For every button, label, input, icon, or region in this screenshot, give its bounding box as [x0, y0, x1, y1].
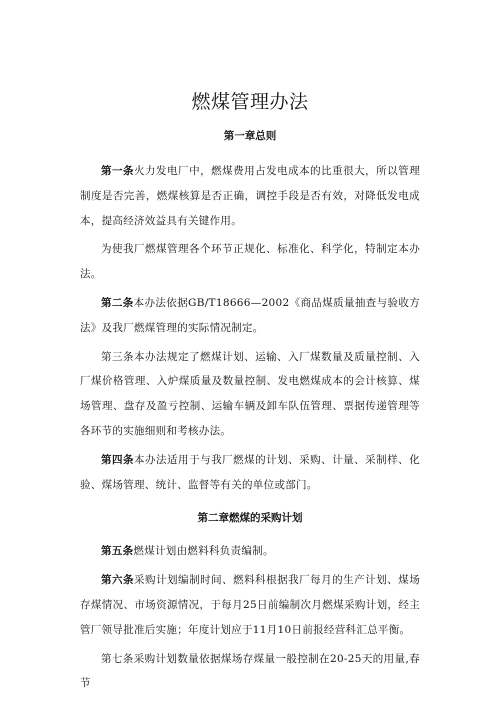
article-text: 第三条本办法规定了燃煤计划、运输、入厂煤数量及质量控制、入厂煤价格管理、入炉煤质量及数量控制、发电燃煤成本的会计核算、煤场管理、盘存及盈亏控制、运输车辆及卸车队伍管理、票据传递管理等各环节的实施细则和考核办法。	[80, 350, 420, 437]
article-4-paragraph	[80, 448, 420, 498]
article-text: 第七条采购计划数量依据煤场存煤量一般控制在20-25天的用量,春节	[80, 652, 420, 690]
article-label: 第二条	[101, 296, 134, 309]
article-text: 采购计划编制时间、燃料科根据我厂每月的生产计划、煤场存煤情况、市场资源情况，于每月25日前编制次月燃煤采购计划，经主管厂领导批准后实施；年度计划应于11月10日前报经营科汇总平衡。	[80, 574, 420, 636]
article-label: 第四条	[101, 453, 135, 466]
article-2-paragraph	[80, 291, 420, 341]
article-5-paragraph	[80, 539, 420, 564]
article-3-paragraph	[80, 345, 420, 444]
article-label: 第一条	[101, 165, 135, 177]
chapter-2-heading: 第二章燃煤的采购计划	[197, 512, 303, 525]
chapter-1-heading: 第一章总则	[223, 130, 277, 142]
article-6-paragraph	[80, 568, 420, 642]
article-text: 为使我厂燃煤管理各个环节正规化、标准化、科学化，特制定本办法。	[80, 243, 420, 281]
article-text: 本办法依据GB/T18666—2002《商品煤质量抽查与验收方法》及我厂燃煤管理的实际情况制定。	[80, 296, 420, 334]
article-text: 本办法适用于与我厂燃煤的计划、采购、计量、采制样、化验、煤场管理、统计、监督等有关的单位或部门。	[80, 453, 420, 491]
article-label: 第六条	[101, 574, 135, 587]
article-label: 第五条	[101, 545, 134, 558]
article-text: 燃煤计划由燃料科负责编制。	[133, 545, 274, 558]
document-title: 燃煤管理办法	[191, 91, 309, 113]
article-1-paragraph	[80, 159, 420, 233]
purpose-paragraph	[80, 237, 420, 287]
article-7-paragraph	[80, 647, 420, 697]
article-text: 火力发电厂中，燃煤费用占发电成本的比重很大，所以管理制度是否完善，燃煤核算是否正确，调控手段是否有效，对降低发电成本，提高经济效益具有关键作用。	[80, 165, 420, 227]
